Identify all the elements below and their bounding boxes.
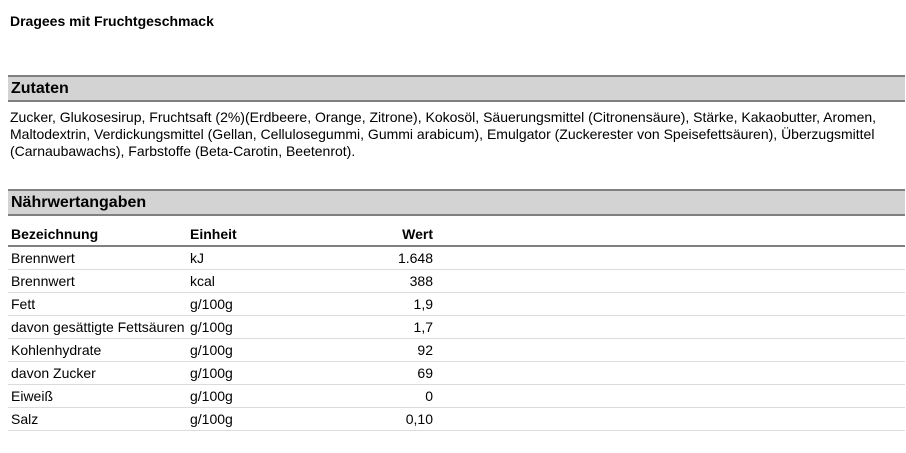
nutrient-name: Salz: [11, 411, 39, 427]
table-row: [8, 339, 905, 362]
nutrient-name: Brennwert: [11, 250, 75, 266]
table-row: [8, 385, 905, 408]
table-row: [8, 408, 905, 431]
nutrient-value: 92: [417, 342, 433, 358]
row-spacer: [435, 270, 905, 293]
nutrient-unit: g/100g: [190, 388, 233, 404]
table-row: [8, 293, 905, 316]
nutrient-name: Eiweiß: [11, 388, 54, 404]
column-header-unit: Einheit: [190, 226, 237, 242]
ingredients-section-header: Zutaten: [8, 75, 905, 102]
nutrient-value: 1,7: [413, 319, 433, 335]
nutrient-value: 1,9: [413, 296, 433, 312]
nutrient-value: 1.648: [397, 250, 433, 266]
nutrient-name: Brennwert: [11, 273, 75, 289]
table-row: [8, 362, 905, 385]
row-spacer: [435, 316, 905, 339]
ingredients-text: Zucker, Glukosesirup, Fruchtsaft (2%)(Erdbeere, Orange, Zitrone), Kokosöl, Säuerungsmittel (Citronensäure), Stärke, Kakaobutter, Aromen, Maltodextrin, Verdickungsmittel (Gellan, Cellulosegummi, Gummi arabicum), Emulgator (Zuckerester von Speisefettsäuren), Überzugsmittel (Carnaubawachs), Farbstoffe (Beta-Carotin, Beetenrot).: [10, 109, 877, 159]
row-spacer: [435, 408, 905, 431]
nutrient-unit: g/100g: [190, 365, 233, 381]
nutrient-value: 0,10: [405, 411, 433, 427]
nutrient-name: Fett: [11, 296, 36, 312]
nutrient-unit: g/100g: [190, 411, 233, 427]
product-title: Dragees mit Fruchtgeschmack: [10, 13, 214, 29]
row-spacer: [435, 362, 905, 385]
nutrient-value: 69: [417, 365, 433, 381]
nutrition-table-header-row: [8, 224, 905, 246]
table-row: [8, 246, 905, 270]
nutrient-unit: g/100g: [190, 342, 233, 358]
nutrient-value: 0: [425, 388, 433, 404]
row-spacer: [435, 385, 905, 408]
nutrient-unit: kJ: [190, 250, 204, 266]
column-header-value: Wert: [402, 226, 433, 242]
row-spacer: [435, 246, 905, 270]
nutrition-section-header: Nährwertangaben: [8, 189, 905, 216]
column-header-name: Bezeichnung: [11, 226, 99, 242]
nutrient-value: 388: [409, 273, 433, 289]
nutrient-name: davon Zucker: [11, 365, 96, 381]
nutrient-unit: g/100g: [190, 296, 233, 312]
nutrient-unit: kcal: [190, 273, 215, 289]
nutrition-table: [8, 224, 905, 431]
table-row: [8, 316, 905, 339]
row-spacer: [435, 293, 905, 316]
nutrient-name: davon gesättigte Fettsäuren: [11, 319, 185, 335]
nutrient-name: Kohlenhydrate: [11, 342, 102, 358]
table-row: [8, 270, 905, 293]
column-header-spacer: [435, 224, 905, 246]
row-spacer: [435, 339, 905, 362]
nutrient-unit: g/100g: [190, 319, 233, 335]
